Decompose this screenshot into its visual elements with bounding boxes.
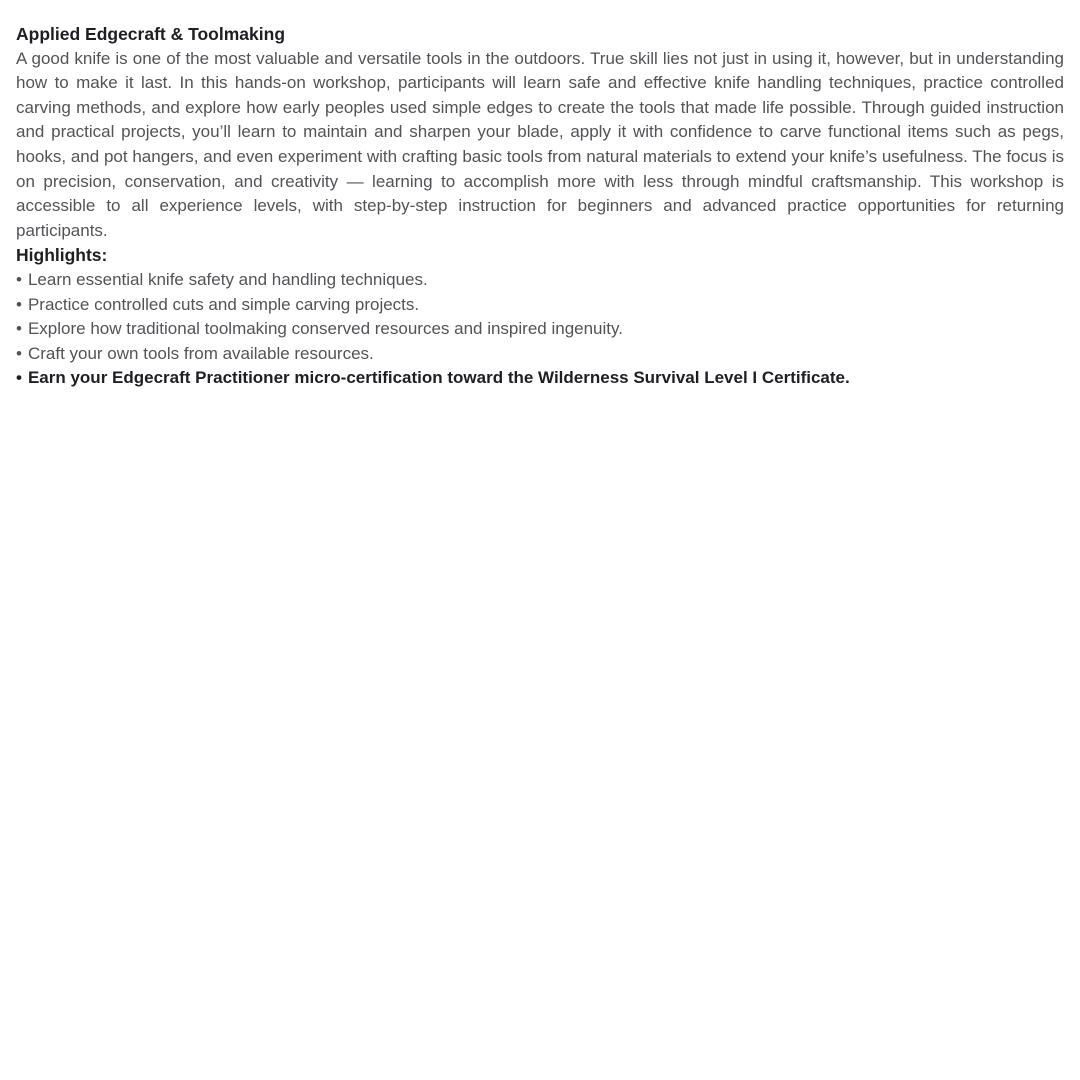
highlight-item — [16, 268, 1064, 293]
bullet-icon: • — [16, 368, 22, 388]
bullet-icon: • — [16, 269, 22, 289]
highlight-item-text: Explore how traditional toolmaking conserved resources and inspired ingenuity. — [27, 319, 623, 339]
bullet-icon: • — [16, 343, 22, 363]
highlight-item-text: Learn essential knife safety and handling techniques. — [27, 269, 428, 289]
course-paragraph: A good knife is one of the most valuable and versatile tools in the outdoors. True skill lies not just in using it, however, but in understanding how to make it last. In this hands-on workshop, participants will learn safe and effective knife handling techniques, practice controlled carving methods, and explore how early peoples used simple edges to create the tools that made life possible. Through guided instruction and practical projects, you’ll learn to maintain and sharpen your blade, apply it with confidence to carve functional items such as pegs, hooks, and pot hangers, and even experiment with crafting basic tools from natural materials to extend your knife’s usefulness. The focus is on precision, conservation, and creativity — learning to accomplish more with less through mindful craftsmanship. This workshop is accessible to all experience levels, with step-by-step instruction for beginners and advanced practice opportunities for returning participants. — [16, 48, 1064, 240]
bullet-icon: • — [16, 319, 22, 339]
highlight-item-text: Earn your Edgecraft Practitioner micro-certification toward the Wilderness Survival Level I Certificate. — [27, 368, 850, 388]
bullet-icon: • — [16, 294, 22, 314]
highlight-item — [16, 317, 1064, 342]
highlight-item — [16, 293, 1064, 318]
course-title: Applied Edgecraft & Toolmaking — [16, 24, 286, 44]
highlights-heading: Highlights: — [16, 245, 108, 266]
highlight-item-text: Practice controlled cuts and simple carving projects. — [27, 294, 420, 314]
highlight-item — [16, 342, 1064, 367]
highlight-item-certification — [16, 366, 1064, 391]
highlight-item-text: Craft your own tools from available resources. — [27, 343, 374, 363]
